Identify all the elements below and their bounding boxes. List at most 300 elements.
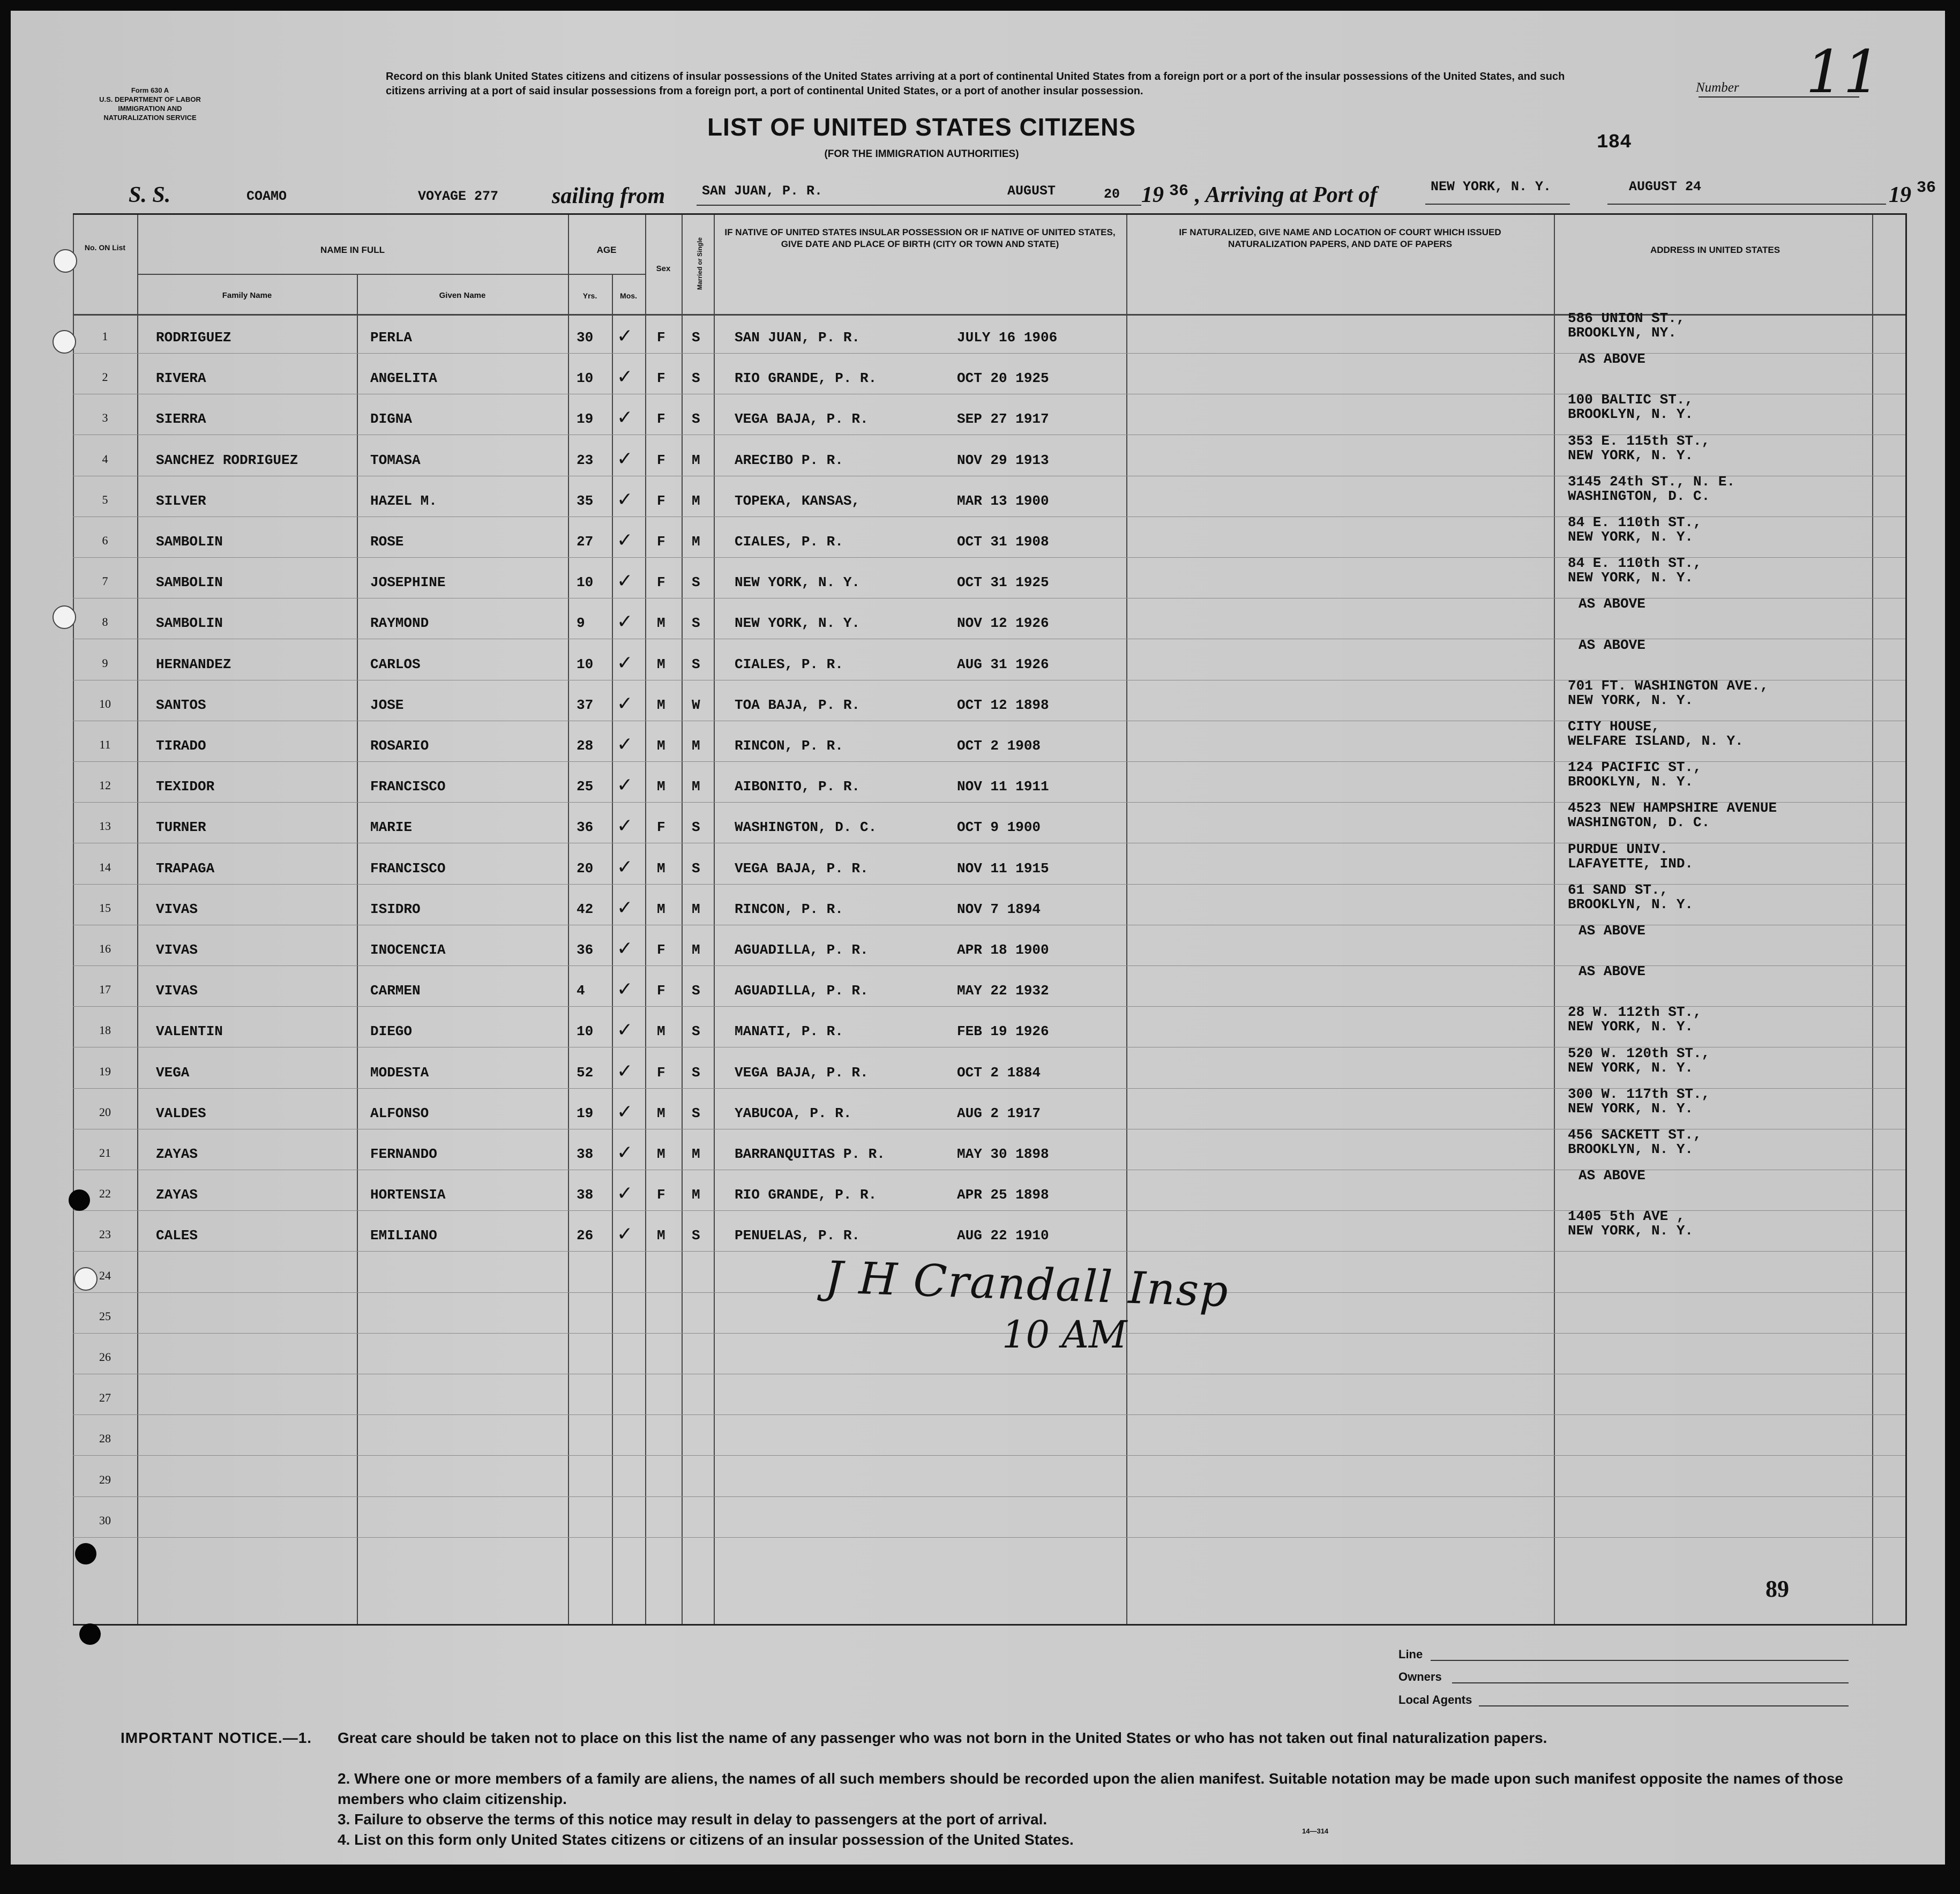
row-number: 7 bbox=[102, 574, 108, 588]
punch-hole bbox=[69, 1189, 90, 1211]
sex: F bbox=[657, 1064, 665, 1081]
birth-date: MAR 13 1900 bbox=[957, 492, 1049, 509]
sex: M bbox=[657, 738, 665, 754]
address-line: BROOKLYN, N. Y. bbox=[1568, 1141, 1694, 1157]
punch-hole bbox=[74, 1267, 98, 1291]
address-line: CITY HOUSE, bbox=[1568, 718, 1660, 735]
check-mark: ✓ bbox=[617, 733, 633, 755]
address-line: 100 BALTIC ST., bbox=[1568, 392, 1694, 408]
age-years: 4 bbox=[577, 983, 585, 999]
line-rule bbox=[1431, 1660, 1849, 1661]
sex: M bbox=[657, 1023, 665, 1040]
birth-place: CIALES, P. R. bbox=[735, 656, 843, 672]
address-line: NEW YORK, N. Y. bbox=[1568, 529, 1694, 545]
agents-label: Local Agents bbox=[1398, 1693, 1472, 1706]
age-years: 10 bbox=[577, 370, 594, 387]
row-number: 10 bbox=[99, 697, 111, 710]
birth-date: NOV 12 1926 bbox=[957, 615, 1049, 632]
instructions-text: Record on this blank United States citizens and citizens of insular possessions of the United States arriving at a port of continental United States from a foreign port or a port of the insular possessions of the United States, and such citizens arriving at a port of said insular possessions from a foreign port, a port of continental United States, or a port of another insular possession. bbox=[386, 71, 1565, 97]
check-mark: ✓ bbox=[617, 407, 633, 429]
sex: F bbox=[657, 942, 665, 958]
given-name: TOMASA bbox=[370, 452, 421, 468]
birth-date: APR 18 1900 bbox=[957, 942, 1049, 958]
form-bureau-2: NATURALIZATION SERVICE bbox=[103, 114, 197, 122]
page-subtitle: (FOR THE IMMIGRATION AUTHORITIES) bbox=[824, 148, 1019, 160]
address-line: 84 E. 110th ST., bbox=[1568, 555, 1702, 572]
header-age: AGE bbox=[596, 245, 617, 255]
form-department: U.S. DEPARTMENT OF LABOR bbox=[99, 95, 201, 103]
sex: F bbox=[657, 819, 665, 836]
row-rule bbox=[73, 1455, 1905, 1456]
birth-place: TOA BAJA, P. R. bbox=[735, 697, 861, 713]
given-name: JOSE bbox=[370, 697, 404, 713]
birth-date: OCT 12 1898 bbox=[957, 697, 1049, 713]
given-name: JOSEPHINE bbox=[370, 574, 446, 591]
marital-status: S bbox=[692, 656, 700, 672]
row-number: 3 bbox=[102, 411, 108, 425]
birth-date: SEP 27 1917 bbox=[957, 411, 1049, 428]
form-bureau-1: IMMIGRATION AND bbox=[118, 104, 182, 113]
given-name: HORTENSIA bbox=[370, 1187, 446, 1203]
row-number: 24 bbox=[99, 1268, 111, 1282]
page-title: LIST OF UNITED STATES CITIZENS bbox=[707, 113, 1136, 141]
birth-date: AUG 22 1910 bbox=[957, 1227, 1049, 1244]
marital-status: M bbox=[692, 738, 700, 754]
address-line: BROOKLYN, N. Y. bbox=[1568, 774, 1694, 790]
given-name: MODESTA bbox=[370, 1064, 429, 1081]
header-name-in-full: NAME IN FULL bbox=[320, 245, 385, 255]
marital-status: S bbox=[692, 1064, 700, 1081]
header-address: ADDRESS IN UNITED STATES bbox=[1650, 245, 1781, 255]
row-number: 15 bbox=[99, 901, 111, 915]
marital-status: S bbox=[692, 819, 700, 836]
age-years: 38 bbox=[577, 1187, 594, 1203]
marital-status: M bbox=[692, 1146, 700, 1162]
header-married: Married or Single bbox=[696, 237, 704, 290]
check-mark: ✓ bbox=[617, 529, 633, 551]
family-name: SAMBOLIN bbox=[156, 574, 223, 591]
family-name: TIRADO bbox=[156, 738, 206, 754]
birth-place: RINCON, P. R. bbox=[735, 901, 843, 917]
depart-date: AUGUST bbox=[1007, 183, 1056, 199]
address-line: 520 W. 120th ST., bbox=[1568, 1045, 1710, 1061]
marital-status: M bbox=[692, 942, 700, 958]
age-years: 30 bbox=[577, 330, 594, 346]
birth-place: WASHINGTON, D. C. bbox=[735, 819, 877, 836]
check-mark: ✓ bbox=[617, 774, 633, 797]
marital-status: S bbox=[692, 860, 700, 877]
check-mark: ✓ bbox=[617, 611, 633, 633]
age-years: 19 bbox=[577, 411, 594, 428]
print-code: 14—314 bbox=[1302, 1827, 1329, 1835]
given-name: ROSARIO bbox=[370, 738, 429, 754]
arrival-year-prefix: 19 bbox=[1889, 183, 1911, 207]
owners-rule bbox=[1452, 1682, 1849, 1683]
notice-item-3: 3. Failure to observe the terms of this notice may result in delay to passengers at the port of arrival. bbox=[338, 1811, 1048, 1828]
row-rule bbox=[73, 1496, 1905, 1497]
age-years: 37 bbox=[577, 697, 594, 713]
row-number: 1 bbox=[102, 330, 108, 343]
check-mark: ✓ bbox=[617, 692, 633, 715]
header-family-name: Family Name bbox=[222, 291, 272, 300]
address-line: AS ABOVE bbox=[1579, 963, 1645, 980]
address-line: 456 SACKETT ST., bbox=[1568, 1127, 1702, 1143]
row-number: 2 bbox=[102, 370, 108, 384]
age-years: 9 bbox=[577, 615, 585, 632]
passenger-table bbox=[73, 213, 1907, 1626]
punch-hole bbox=[54, 249, 77, 273]
age-years: 27 bbox=[577, 534, 594, 550]
row-number: 17 bbox=[99, 983, 111, 997]
given-name: INOCENCIA bbox=[370, 942, 446, 958]
given-name: RAYMOND bbox=[370, 615, 429, 632]
address-line: 61 SAND ST., bbox=[1568, 881, 1669, 898]
depart-date-rule bbox=[997, 205, 1141, 206]
age-years: 35 bbox=[577, 492, 594, 509]
row-number: 14 bbox=[99, 860, 111, 874]
form-number: Form 630 A bbox=[131, 86, 169, 94]
sheet-count: 89 bbox=[1766, 1576, 1789, 1602]
number-label: Number bbox=[1696, 80, 1739, 95]
from-port: SAN JUAN, P. R. bbox=[702, 183, 823, 199]
birth-date: APR 25 1898 bbox=[957, 1187, 1049, 1203]
punch-hole bbox=[53, 605, 76, 629]
check-mark: ✓ bbox=[617, 896, 633, 919]
row-number: 9 bbox=[102, 656, 108, 670]
arrival-year: 36 bbox=[1917, 179, 1936, 197]
sex: F bbox=[657, 452, 665, 468]
row-number: 11 bbox=[99, 738, 111, 751]
marital-status: W bbox=[692, 697, 700, 713]
birth-place: CIALES, P. R. bbox=[735, 534, 843, 550]
ship-name: COAMO bbox=[246, 189, 287, 204]
age-years: 10 bbox=[577, 1023, 594, 1040]
row-number: 29 bbox=[99, 1472, 111, 1486]
address-line: 4523 NEW HAMPSHIRE AVENUE bbox=[1568, 800, 1777, 817]
birth-date: JULY 16 1906 bbox=[957, 330, 1058, 346]
family-name: VALENTIN bbox=[156, 1023, 223, 1040]
header-given-name: Given Name bbox=[439, 291, 486, 300]
voyage-number: VOYAGE 277 bbox=[418, 189, 499, 204]
header-sex: Sex bbox=[656, 264, 671, 273]
marital-status: M bbox=[692, 901, 700, 917]
sex: F bbox=[657, 1187, 665, 1203]
address-line: AS ABOVE bbox=[1579, 351, 1645, 368]
address-line: 3145 24th ST., N. E. bbox=[1568, 473, 1735, 490]
given-name: HAZEL M. bbox=[370, 492, 437, 509]
row-number: 28 bbox=[99, 1432, 111, 1446]
sex: M bbox=[657, 1227, 665, 1244]
address-line: AS ABOVE bbox=[1579, 1167, 1645, 1184]
notice-item-4: 4. List on this form only United States citizens or citizens of an insular possession of the United States. bbox=[338, 1831, 1074, 1848]
family-name: CALES bbox=[156, 1227, 198, 1244]
age-years: 19 bbox=[577, 1105, 594, 1121]
sex: M bbox=[657, 901, 665, 917]
address-line: BROOKLYN, NY. bbox=[1568, 325, 1677, 341]
given-name: DIEGO bbox=[370, 1023, 413, 1040]
check-mark: ✓ bbox=[617, 366, 633, 388]
row-number: 18 bbox=[99, 1023, 111, 1037]
age-years: 36 bbox=[577, 819, 594, 836]
sex: M bbox=[657, 860, 665, 877]
check-mark: ✓ bbox=[617, 447, 633, 470]
age-years: 10 bbox=[577, 656, 594, 672]
given-name: CARLOS bbox=[370, 656, 421, 672]
age-years: 25 bbox=[577, 778, 594, 795]
row-number: 23 bbox=[99, 1227, 111, 1241]
sex: M bbox=[657, 697, 665, 713]
row-number: 13 bbox=[99, 819, 111, 833]
family-name: SAMBOLIN bbox=[156, 615, 223, 632]
family-name: RODRIGUEZ bbox=[156, 330, 231, 346]
address-line: WASHINGTON, D. C. bbox=[1568, 814, 1710, 831]
family-name: SAMBOLIN bbox=[156, 534, 223, 550]
address-line: AS ABOVE bbox=[1579, 596, 1645, 612]
marital-status: S bbox=[692, 615, 700, 632]
address-line: NEW YORK, N. Y. bbox=[1568, 1019, 1694, 1035]
marital-status: M bbox=[692, 778, 700, 795]
age-years: 20 bbox=[577, 860, 594, 877]
header-no: No. ON List bbox=[84, 243, 126, 252]
family-name: ZAYAS bbox=[156, 1187, 198, 1203]
row-number: 6 bbox=[102, 534, 108, 547]
birth-date: OCT 20 1925 bbox=[957, 370, 1049, 387]
sex: F bbox=[657, 370, 665, 387]
page-stamp: 184 bbox=[1597, 131, 1632, 153]
sex: F bbox=[657, 411, 665, 428]
marital-status: S bbox=[692, 574, 700, 591]
row-number: 4 bbox=[102, 452, 108, 466]
row-number: 26 bbox=[99, 1350, 111, 1364]
row-rule bbox=[73, 1333, 1905, 1334]
family-name: TURNER bbox=[156, 819, 206, 836]
header-yrs: Yrs. bbox=[582, 291, 597, 300]
age-years: 28 bbox=[577, 738, 594, 754]
list-number: 11 bbox=[1806, 38, 1881, 106]
row-number: 12 bbox=[99, 778, 111, 792]
given-name: ISIDRO bbox=[370, 901, 421, 917]
family-name: HERNANDEZ bbox=[156, 656, 231, 672]
arrival-port: NEW YORK, N. Y. bbox=[1431, 179, 1552, 194]
check-mark: ✓ bbox=[617, 978, 633, 1001]
check-mark: ✓ bbox=[617, 1019, 633, 1042]
family-name: SANCHEZ RODRIGUEZ bbox=[156, 452, 298, 468]
address-line: BROOKLYN, N. Y. bbox=[1568, 896, 1694, 912]
address-line: NEW YORK, N. Y. bbox=[1568, 447, 1694, 463]
birth-place: PENUELAS, P. R. bbox=[735, 1227, 861, 1244]
row-number: 25 bbox=[99, 1309, 111, 1323]
marital-status: S bbox=[692, 1105, 700, 1121]
punch-hole bbox=[75, 1543, 96, 1564]
owners-label: Owners bbox=[1398, 1670, 1442, 1683]
address-line: NEW YORK, N. Y. bbox=[1568, 692, 1694, 708]
marital-status: M bbox=[692, 492, 700, 509]
family-name: VIVAS bbox=[156, 901, 198, 917]
address-line: 586 UNION ST., bbox=[1568, 310, 1685, 326]
address-line: 84 E. 110th ST., bbox=[1568, 514, 1702, 530]
birth-place: NEW YORK, N. Y. bbox=[735, 615, 861, 632]
arriving-label: , Arriving at Port of bbox=[1195, 183, 1378, 207]
family-name: VIVAS bbox=[156, 942, 198, 958]
line-label: Line bbox=[1398, 1648, 1423, 1661]
birth-place: TOPEKA, KANSAS, bbox=[735, 492, 861, 509]
punch-hole bbox=[79, 1623, 101, 1645]
arrival-date-rule bbox=[1607, 204, 1886, 205]
row-number: 20 bbox=[99, 1105, 111, 1119]
given-name: ALFONSO bbox=[370, 1105, 429, 1121]
from-port-rule bbox=[697, 205, 1013, 206]
birth-place: AGUADILLA, P. R. bbox=[735, 983, 869, 999]
age-years: 10 bbox=[577, 574, 594, 591]
marital-status: M bbox=[692, 1187, 700, 1203]
check-mark: ✓ bbox=[617, 570, 633, 593]
check-mark: ✓ bbox=[617, 1060, 633, 1082]
birth-date: AUG 31 1926 bbox=[957, 656, 1049, 672]
check-mark: ✓ bbox=[617, 488, 633, 511]
notice-item-1: Great care should be taken not to place on this list the name of any passenger who was not born in the United States or who has not taken out final naturalization papers. bbox=[338, 1730, 1547, 1746]
marital-status: S bbox=[692, 1023, 700, 1040]
sex: F bbox=[657, 983, 665, 999]
form-id bbox=[70, 86, 230, 122]
row-number: 5 bbox=[102, 492, 108, 506]
rows-layer bbox=[73, 215, 1905, 1624]
marital-status: S bbox=[692, 370, 700, 387]
given-name: PERLA bbox=[370, 330, 413, 346]
arrival-date: AUGUST 24 bbox=[1629, 179, 1702, 194]
birth-date: NOV 7 1894 bbox=[957, 901, 1041, 917]
given-name: MARIE bbox=[370, 819, 413, 836]
signature-time: 10 AM bbox=[1002, 1313, 1127, 1357]
birth-place: YABUCOA, P. R. bbox=[735, 1105, 852, 1121]
address-line: NEW YORK, N. Y. bbox=[1568, 1223, 1694, 1239]
sex: M bbox=[657, 1105, 665, 1121]
header-birth: IF NATIVE OF UNITED STATES INSULAR POSSESSION OR IF NATIVE OF UNITED STATES, GIVE DATE AND PLACE OF BIRTH (CITY OR TOWN AND STATE) bbox=[724, 227, 1116, 249]
check-mark: ✓ bbox=[617, 1223, 633, 1246]
birth-date: OCT 9 1900 bbox=[957, 819, 1041, 836]
row-rule bbox=[73, 1251, 1905, 1252]
row-number: 27 bbox=[99, 1391, 111, 1405]
row-number: 16 bbox=[99, 942, 111, 955]
address-line: AS ABOVE bbox=[1579, 637, 1645, 653]
check-mark: ✓ bbox=[617, 1142, 633, 1164]
notice-item-2: 2. Where one or more members of a family are aliens, the names of all such members should be recorded upon the alien manifest. Suitable notation may be made upon such manifest opposite the names of those members who claim citizenship. bbox=[338, 1770, 1843, 1807]
header-mos: Mos. bbox=[620, 291, 637, 300]
sex: M bbox=[657, 1146, 665, 1162]
family-name: SILVER bbox=[156, 492, 206, 509]
sex: F bbox=[657, 574, 665, 591]
marital-status: M bbox=[692, 452, 700, 468]
row-number: 8 bbox=[102, 615, 108, 629]
notice-heading: IMPORTANT NOTICE.—1. bbox=[121, 1730, 312, 1746]
birth-date: NOV 11 1915 bbox=[957, 860, 1049, 877]
check-mark: ✓ bbox=[617, 652, 633, 674]
birth-place: VEGA BAJA, P. R. bbox=[735, 860, 869, 877]
birth-place: RINCON, P. R. bbox=[735, 738, 843, 754]
family-name: ZAYAS bbox=[156, 1146, 198, 1162]
family-name: TRAPAGA bbox=[156, 860, 215, 877]
marital-status: M bbox=[692, 534, 700, 550]
punch-hole bbox=[53, 330, 76, 354]
age-years: 38 bbox=[577, 1146, 594, 1162]
given-name: DIGNA bbox=[370, 411, 413, 428]
header-naturalized: IF NATURALIZED, GIVE NAME AND LOCATION OF COURT WHICH ISSUED NATURALIZATION PAPERS, AND DATE OF PAPERS bbox=[1179, 227, 1501, 249]
birth-date: NOV 29 1913 bbox=[957, 452, 1049, 468]
given-name: ROSE bbox=[370, 534, 404, 550]
address-line: NEW YORK, N. Y. bbox=[1568, 570, 1694, 586]
marital-status: S bbox=[692, 330, 700, 346]
address-line: WASHINGTON, D. C. bbox=[1568, 488, 1710, 504]
ss-label: S. S. bbox=[129, 183, 171, 207]
sex: M bbox=[657, 615, 665, 632]
address-line: 701 FT. WASHINGTON AVE., bbox=[1568, 677, 1769, 694]
birth-place: VEGA BAJA, P. R. bbox=[735, 1064, 869, 1081]
birth-place: SAN JUAN, P. R. bbox=[735, 330, 861, 346]
age-years: 42 bbox=[577, 901, 594, 917]
birth-date: OCT 2 1884 bbox=[957, 1064, 1041, 1081]
birth-place: AGUADILLA, P. R. bbox=[735, 942, 869, 958]
depart-day: 20 bbox=[1104, 186, 1120, 202]
address-line: NEW YORK, N. Y. bbox=[1568, 1100, 1694, 1117]
birth-date: OCT 31 1925 bbox=[957, 574, 1049, 591]
birth-place: AIBONITO, P. R. bbox=[735, 778, 861, 795]
depart-year-prefix: 19 bbox=[1141, 183, 1164, 207]
age-years: 36 bbox=[577, 942, 594, 958]
age-years: 26 bbox=[577, 1227, 594, 1244]
birth-date: AUG 2 1917 bbox=[957, 1105, 1041, 1121]
row-number: 19 bbox=[99, 1064, 111, 1078]
address-line: 353 E. 115th ST., bbox=[1568, 432, 1710, 449]
birth-date: OCT 31 1908 bbox=[957, 534, 1049, 550]
address-line: AS ABOVE bbox=[1579, 923, 1645, 939]
address-line: LAFAYETTE, IND. bbox=[1568, 855, 1694, 872]
birth-date: OCT 2 1908 bbox=[957, 738, 1041, 754]
family-name: VEGA bbox=[156, 1064, 190, 1081]
given-name: CARMEN bbox=[370, 983, 421, 999]
check-mark: ✓ bbox=[617, 325, 633, 347]
family-name: SIERRA bbox=[156, 411, 206, 428]
row-number: 21 bbox=[99, 1146, 111, 1159]
address-line: PURDUE UNIV. bbox=[1568, 841, 1669, 857]
sex: F bbox=[657, 492, 665, 509]
family-name: VALDES bbox=[156, 1105, 206, 1121]
address-line: 300 W. 117th ST., bbox=[1568, 1086, 1710, 1102]
sex: F bbox=[657, 534, 665, 550]
arrival-port-rule bbox=[1425, 204, 1570, 205]
row-rule bbox=[73, 1537, 1905, 1538]
age-years: 23 bbox=[577, 452, 594, 468]
check-mark: ✓ bbox=[617, 815, 633, 837]
row-number: 22 bbox=[99, 1187, 111, 1201]
check-mark: ✓ bbox=[617, 856, 633, 878]
marital-status: S bbox=[692, 983, 700, 999]
birth-place: MANATI, P. R. bbox=[735, 1023, 843, 1040]
marital-status: S bbox=[692, 411, 700, 428]
sex: M bbox=[657, 778, 665, 795]
voyage-line bbox=[129, 179, 1936, 209]
row-rule bbox=[73, 1414, 1905, 1415]
agents-rule bbox=[1479, 1705, 1849, 1706]
family-name: VIVAS bbox=[156, 983, 198, 999]
manifest-sheet bbox=[11, 11, 1945, 1865]
age-years: 52 bbox=[577, 1064, 594, 1081]
check-mark: ✓ bbox=[617, 1101, 633, 1123]
family-name: TEXIDOR bbox=[156, 778, 215, 795]
birth-date: FEB 19 1926 bbox=[957, 1023, 1049, 1040]
sailing-label: sailing from bbox=[552, 184, 665, 208]
address-line: WELFARE ISLAND, N. Y. bbox=[1568, 733, 1744, 749]
marital-status: S bbox=[692, 1227, 700, 1244]
birth-place: ARECIBO P. R. bbox=[735, 452, 843, 468]
